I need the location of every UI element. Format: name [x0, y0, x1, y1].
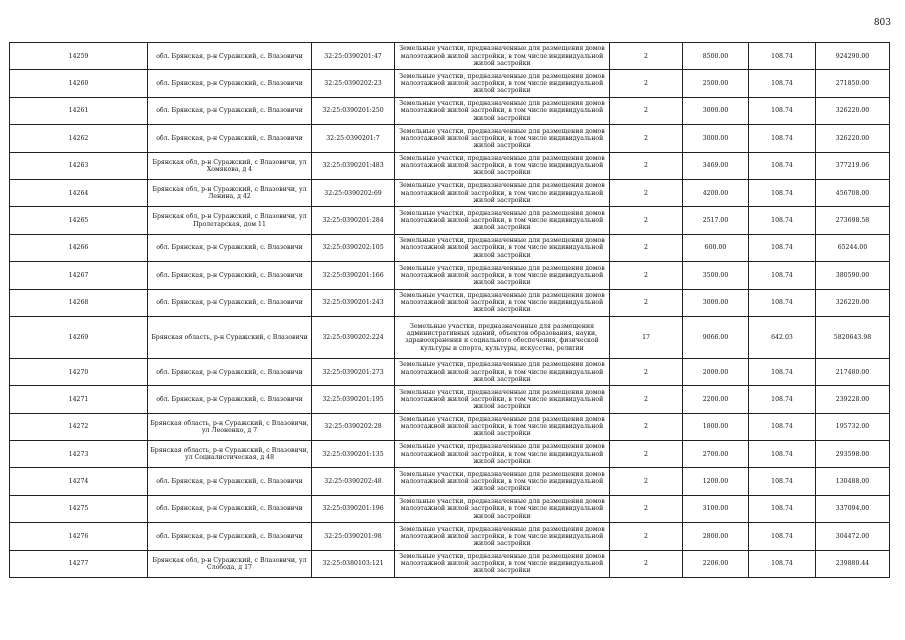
rate-cell: 108.74: [749, 523, 816, 550]
land-use-cell: Земельные участки, предназначенные для размещения домов малоэтажной жилой застройки, в том числе индивидуальной жилой застройки: [395, 97, 610, 124]
cadastral-number-cell: 32:25:0390201:243: [312, 289, 395, 316]
cadastral-value-cell: 377219.06: [816, 152, 890, 179]
area-cell: 2206.00: [683, 550, 749, 577]
table-row: [10, 316, 890, 358]
cadastral-value-cell: 304472.00: [816, 523, 890, 550]
table-row: [10, 413, 890, 440]
group-cell: 17: [610, 316, 683, 358]
area-cell: 2500.00: [683, 70, 749, 97]
area-cell: 3469.00: [683, 152, 749, 179]
land-registry-table: [9, 42, 890, 578]
rate-cell: 108.74: [749, 262, 816, 289]
group-cell: 2: [610, 97, 683, 124]
table-row: [10, 97, 890, 124]
rate-cell: 108.74: [749, 152, 816, 179]
cadastral-number-cell: 32:25:0390201:273: [312, 358, 395, 385]
cadastral-number-cell: 32:25:0390202:224: [312, 316, 395, 358]
address-cell: обл. Брянская, р-н Суражский, с. Влазовичи: [148, 43, 312, 70]
land-use-cell: Земельные участки, предназначенные для размещения домов малоэтажной жилой застройки, в том числе индивидуальной жилой застройки: [395, 234, 610, 261]
cadastral-number-cell: 32:25:0390201:196: [312, 495, 395, 522]
cadastral-value-cell: 195732.00: [816, 413, 890, 440]
address-cell: обл. Брянская, р-н Суражский, с. Влазовичи: [148, 495, 312, 522]
land-use-cell: Земельные участки, предназначенные для размещения домов малоэтажной жилой застройки, в том числе индивидуальной жилой застройки: [395, 468, 610, 495]
cadastral-value-cell: 239228.00: [816, 386, 890, 413]
group-cell: 2: [610, 152, 683, 179]
page-number: 803: [873, 18, 891, 28]
row-number-cell: 14265: [10, 207, 148, 234]
address-cell: обл. Брянская, р-н Суражский, с. Влазовичи: [148, 523, 312, 550]
group-cell: 2: [610, 413, 683, 440]
land-use-cell: Земельные участки, предназначенные для размещения домов малоэтажной жилой застройки, в том числе индивидуальной жилой застройки: [395, 179, 610, 206]
cadastral-value-cell: 337094.00: [816, 495, 890, 522]
area-cell: 1800.00: [683, 413, 749, 440]
group-cell: 2: [610, 358, 683, 385]
cadastral-value-cell: 456708.00: [816, 179, 890, 206]
rate-cell: 108.74: [749, 179, 816, 206]
table-row: [10, 495, 890, 522]
group-cell: 2: [610, 495, 683, 522]
group-cell: 2: [610, 43, 683, 70]
cadastral-value-cell: 924290.00: [816, 43, 890, 70]
rate-cell: 108.74: [749, 207, 816, 234]
row-number-cell: 14266: [10, 234, 148, 261]
table-row: [10, 523, 890, 550]
cadastral-value-cell: 326220.00: [816, 125, 890, 152]
land-use-cell: Земельные участки, предназначенные для размещения домов малоэтажной жилой застройки, в том числе индивидуальной жилой застройки: [395, 358, 610, 385]
table-row: [10, 358, 890, 385]
area-cell: 3000.00: [683, 125, 749, 152]
land-use-cell: Земельные участки, предназначенные для размещения домов малоэтажной жилой застройки, в том числе индивидуальной жилой застройки: [395, 441, 610, 468]
group-cell: 2: [610, 70, 683, 97]
cadastral-number-cell: 32:25:0390202:28: [312, 413, 395, 440]
cadastral-value-cell: 239880.44: [816, 550, 890, 577]
area-cell: 3500.00: [683, 262, 749, 289]
table-row: [10, 207, 890, 234]
address-cell: Брянская область, р-н Суражский, с Влазовичи, ул Леоненко, д 7: [148, 413, 312, 440]
land-use-cell: Земельные участки, предназначенные для размещения домов малоэтажной жилой застройки, в том числе индивидуальной жилой застройки: [395, 262, 610, 289]
address-cell: обл. Брянская, р-н Суражский, с. Влазовичи: [148, 386, 312, 413]
row-number-cell: 14275: [10, 495, 148, 522]
area-cell: 8500.00: [683, 43, 749, 70]
row-number-cell: 14267: [10, 262, 148, 289]
group-cell: 2: [610, 234, 683, 261]
land-use-cell: Земельные участки, предназначенные для размещения домов малоэтажной жилой застройки, в том числе индивидуальной жилой застройки: [395, 152, 610, 179]
area-cell: 2517.00: [683, 207, 749, 234]
table-row: [10, 441, 890, 468]
cadastral-number-cell: 32:25:0380103:121: [312, 550, 395, 577]
group-cell: 2: [610, 441, 683, 468]
row-number-cell: 14271: [10, 386, 148, 413]
cadastral-value-cell: 5820643.98: [816, 316, 890, 358]
cadastral-value-cell: 130488.00: [816, 468, 890, 495]
group-cell: 2: [610, 550, 683, 577]
area-cell: 2000.00: [683, 358, 749, 385]
cadastral-number-cell: 32:25:0390201:483: [312, 152, 395, 179]
row-number-cell: 14259: [10, 43, 148, 70]
row-number-cell: 14268: [10, 289, 148, 316]
area-cell: 2200.00: [683, 386, 749, 413]
land-use-cell: Земельные участки, предназначенные для размещения домов малоэтажной жилой застройки, в том числе индивидуальной жилой застройки: [395, 43, 610, 70]
cadastral-number-cell: 32:25:0390202:69: [312, 179, 395, 206]
rate-cell: 108.74: [749, 386, 816, 413]
cadastral-number-cell: 32:25:0390202:23: [312, 70, 395, 97]
area-cell: 1200.00: [683, 468, 749, 495]
cadastral-number-cell: 32:25:0390202:105: [312, 234, 395, 261]
table-row: [10, 468, 890, 495]
row-number-cell: 14276: [10, 523, 148, 550]
row-number-cell: 14263: [10, 152, 148, 179]
land-use-cell: Земельные участки, предназначенные для размещения домов малоэтажной жилой застройки, в том числе индивидуальной жилой застройки: [395, 495, 610, 522]
cadastral-number-cell: 32:25:0390201:47: [312, 43, 395, 70]
table-row: [10, 289, 890, 316]
table-row: [10, 550, 890, 577]
address-cell: обл. Брянская, р-н Суражский, с. Влазовичи: [148, 234, 312, 261]
group-cell: 2: [610, 207, 683, 234]
address-cell: Брянская обл, р-н Суражский, с Влазовичи, ул Слобода, д 17: [148, 550, 312, 577]
area-cell: 2800.00: [683, 523, 749, 550]
address-cell: обл. Брянская, р-н Суражский, с. Влазовичи: [148, 97, 312, 124]
group-cell: 2: [610, 125, 683, 152]
row-number-cell: 14272: [10, 413, 148, 440]
row-number-cell: 14269: [10, 316, 148, 358]
table-row: [10, 179, 890, 206]
land-use-cell: Земельные участки, предназначенные для размещения домов малоэтажной жилой застройки, в том числе индивидуальной жилой застройки: [395, 70, 610, 97]
address-cell: Брянская обл, р-н Суражский, с Влазовичи, ул Ленина, д 42: [148, 179, 312, 206]
cadastral-value-cell: 271850.00: [816, 70, 890, 97]
rate-cell: 108.74: [749, 468, 816, 495]
cadastral-number-cell: 32:25:0390201:195: [312, 386, 395, 413]
group-cell: 2: [610, 468, 683, 495]
rate-cell: 108.74: [749, 70, 816, 97]
address-cell: обл. Брянская, р-н Суражский, с. Влазовичи: [148, 262, 312, 289]
rate-cell: 108.74: [749, 441, 816, 468]
address-cell: Брянская обл, р-н Суражский, с Влазовичи, ул Пролетарская, дом 11: [148, 207, 312, 234]
group-cell: 2: [610, 262, 683, 289]
row-number-cell: 14270: [10, 358, 148, 385]
address-cell: обл. Брянская, р-н Суражский, с. Влазовичи: [148, 289, 312, 316]
rate-cell: 108.74: [749, 413, 816, 440]
row-number-cell: 14262: [10, 125, 148, 152]
address-cell: обл. Брянская, р-н Суражский, с. Влазовичи: [148, 70, 312, 97]
row-number-cell: 14273: [10, 441, 148, 468]
row-number-cell: 14264: [10, 179, 148, 206]
land-use-cell: Земельные участки, предназначенные для размещения административных зданий, объектов образования, науки, здравоохранения и социального обеспечения, физической культуры и спорта, культуры, искусства, религии: [395, 316, 610, 358]
land-use-cell: Земельные участки, предназначенные для размещения домов малоэтажной жилой застройки, в том числе индивидуальной жилой застройки: [395, 550, 610, 577]
address-cell: Брянская область, р-н Суражский, с Влазовичи: [148, 316, 312, 358]
area-cell: 3000.00: [683, 97, 749, 124]
land-use-cell: Земельные участки, предназначенные для размещения домов малоэтажной жилой застройки, в том числе индивидуальной жилой застройки: [395, 386, 610, 413]
group-cell: 2: [610, 523, 683, 550]
address-cell: Брянская область, р-н Суражский, с Влазовичи, ул Социалистическая, д 48: [148, 441, 312, 468]
area-cell: 9066.00: [683, 316, 749, 358]
rate-cell: 108.74: [749, 495, 816, 522]
land-use-cell: Земельные участки, предназначенные для размещения домов малоэтажной жилой застройки, в том числе индивидуальной жилой застройки: [395, 413, 610, 440]
cadastral-number-cell: 32:25:0390201:250: [312, 97, 395, 124]
cadastral-number-cell: 32:25:0390201:166: [312, 262, 395, 289]
cadastral-value-cell: 273698.58: [816, 207, 890, 234]
table-row: [10, 152, 890, 179]
cadastral-value-cell: 293598.00: [816, 441, 890, 468]
table-row: [10, 43, 890, 70]
land-use-cell: Земельные участки, предназначенные для размещения домов малоэтажной жилой застройки, в том числе индивидуальной жилой застройки: [395, 523, 610, 550]
rate-cell: 108.74: [749, 550, 816, 577]
cadastral-value-cell: 380590.00: [816, 262, 890, 289]
group-cell: 2: [610, 289, 683, 316]
cadastral-number-cell: 32:25:0390201:135: [312, 441, 395, 468]
cadastral-number-cell: 32:25:0390202:48: [312, 468, 395, 495]
area-cell: 2700.00: [683, 441, 749, 468]
row-number-cell: 14260: [10, 70, 148, 97]
land-use-cell: Земельные участки, предназначенные для размещения домов малоэтажной жилой застройки, в том числе индивидуальной жилой застройки: [395, 207, 610, 234]
address-cell: Брянская обл, р-н Суражский, с Влазовичи, ул Хомякова, д 4: [148, 152, 312, 179]
cadastral-value-cell: 217480.00: [816, 358, 890, 385]
rate-cell: 108.74: [749, 97, 816, 124]
cadastral-number-cell: 32:25:0390201:7: [312, 125, 395, 152]
land-use-cell: Земельные участки, предназначенные для размещения домов малоэтажной жилой застройки, в том числе индивидуальной жилой застройки: [395, 289, 610, 316]
rate-cell: 108.74: [749, 234, 816, 261]
rate-cell: 108.74: [749, 289, 816, 316]
table-row: [10, 234, 890, 261]
cadastral-number-cell: 32:25:0390201:98: [312, 523, 395, 550]
rate-cell: 642.03: [749, 316, 816, 358]
table-row: [10, 70, 890, 97]
cadastral-value-cell: 326220.00: [816, 97, 890, 124]
group-cell: 2: [610, 179, 683, 206]
rate-cell: 108.74: [749, 43, 816, 70]
group-cell: 2: [610, 386, 683, 413]
table-row: [10, 125, 890, 152]
row-number-cell: 14277: [10, 550, 148, 577]
area-cell: 3100.00: [683, 495, 749, 522]
table-row: [10, 262, 890, 289]
address-cell: обл. Брянская, р-н Суражский, с. Влазовичи: [148, 468, 312, 495]
address-cell: обл. Брянская, р-н Суражский, с. Влазовичи: [148, 358, 312, 385]
area-cell: 4200.00: [683, 179, 749, 206]
area-cell: 600.00: [683, 234, 749, 261]
row-number-cell: 14274: [10, 468, 148, 495]
area-cell: 3000.00: [683, 289, 749, 316]
cadastral-value-cell: 326220.00: [816, 289, 890, 316]
rate-cell: 108.74: [749, 358, 816, 385]
row-number-cell: 14261: [10, 97, 148, 124]
address-cell: обл. Брянская, р-н Суражский, с. Влазовичи: [148, 125, 312, 152]
cadastral-number-cell: 32:25:0390201:284: [312, 207, 395, 234]
cadastral-value-cell: 65244.00: [816, 234, 890, 261]
rate-cell: 108.74: [749, 125, 816, 152]
table-row: [10, 386, 890, 413]
land-use-cell: Земельные участки, предназначенные для размещения домов малоэтажной жилой застройки, в том числе индивидуальной жилой застройки: [395, 125, 610, 152]
